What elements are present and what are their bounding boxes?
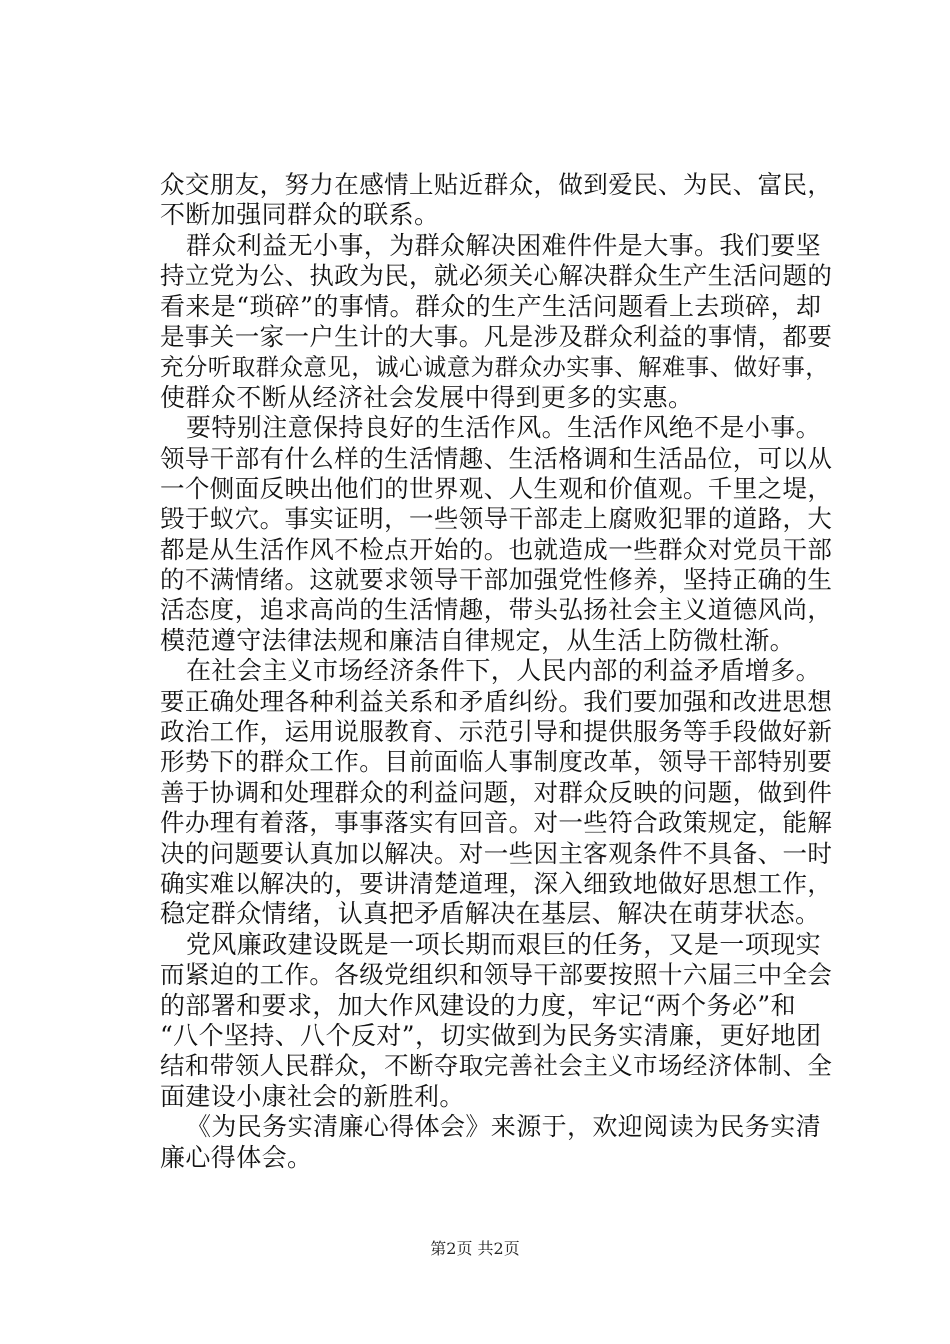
text-line: 要正确处理各种利益关系和矛盾纠纷。我们要加强和改进思想 <box>160 686 833 716</box>
text-line: 都是从生活作风不检点开始的。也就造成一些群众对党员干部 <box>160 534 833 564</box>
text-line: 众交朋友，努力在感情上贴近群众，做到爱民、为民、富民， <box>160 170 833 199</box>
text-line: 看来是“琐碎”的事情。群众的生产生活问题看上去琐碎，却 <box>160 291 822 321</box>
paragraph-first-line: 要特别注意保持良好的生活作风。生活作风绝不是小事。 <box>186 413 822 443</box>
text-line: 毁于蚁穴。事实证明，一些领导干部走上腐败犯罪的道路，大 <box>160 504 833 534</box>
text-line: 持立党为公、执政为民，就必须关心解决群众生产生活问题的 <box>160 261 833 291</box>
text-line: 充分听取群众意见，诚心诚意为群众办实事、解难事、做好事， <box>160 353 830 382</box>
text-line: 政治工作，运用说服教育、示范引导和提供服务等手段做好新 <box>160 717 833 747</box>
paragraph-first-line: 《为民务实清廉心得体会》来源于，欢迎阅读为民务实清 <box>186 1112 822 1142</box>
text-line: 使群众不断从经济社会发展中得到更多的实惠。 <box>160 382 694 412</box>
text-line: 模范遵守法律法规和廉洁自律规定，从生活上防微杜渐。 <box>160 625 796 655</box>
text-line: 的不满情绪。这就要求领导干部加强党性修养，坚持正确的生 <box>160 565 833 595</box>
page-footer: 第2页 共2页 <box>430 1239 520 1258</box>
text-line: 形势下的群众工作。目前面临人事制度改革，领导干部特别要 <box>160 747 833 777</box>
text-line: 而紧迫的工作。各级党组织和领导干部要按照十六届三中全会 <box>160 960 833 990</box>
text-line: 件办理有着落，事事落实有回音。对一些符合政策规定，能解 <box>160 808 833 838</box>
text-line: 结和带领人民群众，不断夺取完善社会主义市场经济体制、全 <box>160 1051 833 1081</box>
text-line: 不断加强同群众的联系。 <box>160 200 440 230</box>
text-line: 决的问题要认真加以解决。对一些因主客观条件不具备、一时 <box>160 838 833 868</box>
text-line: “八个坚持、八个反对”，切实做到为民务实清廉，更好地团 <box>160 1020 822 1050</box>
document-body <box>160 170 840 1173</box>
text-line: 的部署和要求，加大作风建设的力度，牢记“两个务必”和 <box>160 990 796 1020</box>
paragraph-first-line: 群众利益无小事，为群众解决困难件件是大事。我们要坚 <box>186 230 822 260</box>
text-line: 是事关一家一户生计的大事。凡是涉及群众利益的事情，都要 <box>160 321 833 351</box>
text-line: 确实难以解决的，要讲清楚道理，深入细致地做好思想工作， <box>160 868 833 898</box>
paragraph-first-line: 党风廉政建设既是一项长期而艰巨的任务，又是一项现实 <box>186 929 822 959</box>
text-line: 稳定群众情绪，认真把矛盾解决在基层、解决在萌芽状态。 <box>160 899 821 929</box>
paragraph-first-line: 在社会主义市场经济条件下，人民内部的利益矛盾增多。 <box>186 656 822 686</box>
text-line: 善于协调和处理群众的利益问题，对群众反映的问题，做到件 <box>160 777 833 807</box>
text-line: 活态度，追求高尚的生活情趣，带头弘扬社会主义道德风尚， <box>160 595 833 625</box>
text-line: 面建设小康社会的新胜利。 <box>160 1081 465 1111</box>
text-line: 领导干部有什么样的生活情趣、生活格调和生活品位，可以从 <box>160 443 833 473</box>
text-line: 廉心得体会。 <box>160 1142 313 1172</box>
text-line: 一个侧面反映出他们的世界观、人生观和价值观。千里之堤， <box>160 473 833 503</box>
